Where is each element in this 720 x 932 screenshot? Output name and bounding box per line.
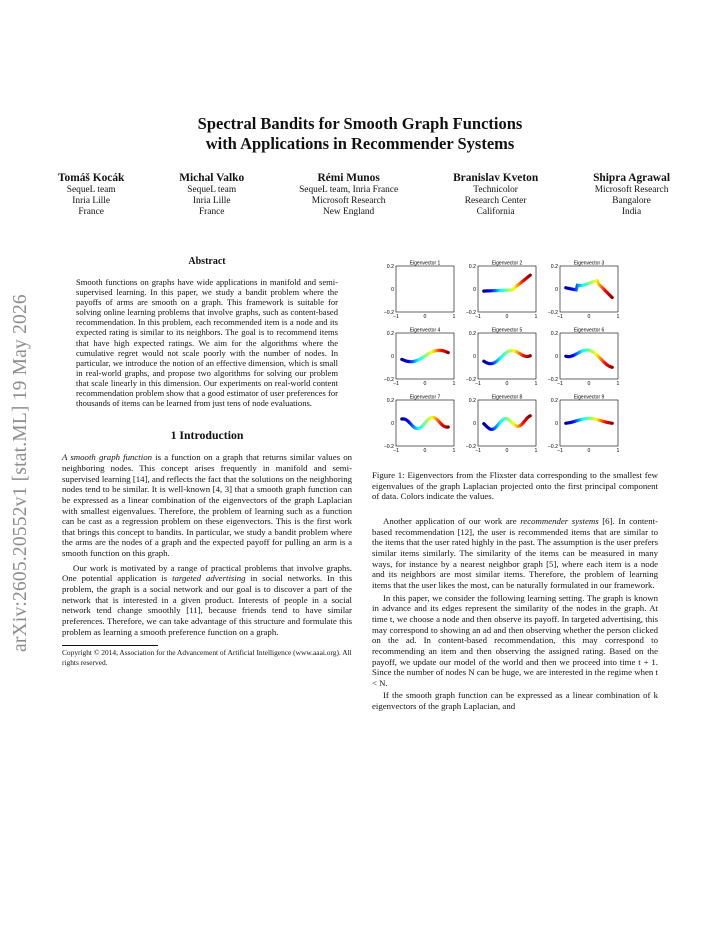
y-tick-label: 0 bbox=[473, 287, 476, 293]
y-tick-label: 0 bbox=[473, 421, 476, 427]
author-affiliation: SequeL team bbox=[187, 185, 237, 195]
plot-title: Eigenvector 4 bbox=[409, 327, 441, 334]
eigenvector-curve bbox=[484, 275, 530, 291]
y-tick-label: 0.2 bbox=[386, 264, 394, 270]
x-tick-label: −1 bbox=[475, 381, 481, 387]
y-tick-label: 0.2 bbox=[468, 398, 476, 404]
x-tick-label: −1 bbox=[557, 314, 563, 320]
right-body bbox=[372, 516, 658, 712]
author-affiliation: India bbox=[621, 207, 642, 217]
author-affiliation: Inria Lille bbox=[72, 196, 111, 206]
x-tick-label: −1 bbox=[393, 381, 399, 387]
eigenvector-curve bbox=[484, 351, 530, 364]
right-column bbox=[372, 256, 658, 712]
plot-title: Eigenvector 7 bbox=[409, 394, 441, 401]
x-tick-label: 1 bbox=[452, 448, 456, 454]
paragraph: If the smooth graph function can be expressed as a linear combination of k eigenvectors of the graph Laplacian, and bbox=[372, 690, 658, 712]
figure-caption: Figure 1: Eigenvectors from the Flixster data corresponding to the smallest few eigenvalues of the graph Laplacian projected onto the first principal component of data. Colors indicate the values. bbox=[372, 470, 658, 502]
y-tick-label: −0.2 bbox=[547, 310, 558, 316]
eigenvector-curve bbox=[566, 418, 612, 423]
x-tick-label: 0 bbox=[505, 314, 509, 320]
paragraph: In this paper, we consider the following learning setting. The graph is known in advance and its edges represent the similarity of the nodes in the graph. At time t, we choose a node and then observe its payoff. In targeted advertising, this may correspond to showing an ad and then observing whether the person clicked on the ad. In content-based recommendation, this may correspond to recommending an item and then observing the assigned rating. Based on the payoff, we update our model of the world and then we proceed into time t + 1. Since the number of nodes N can be huge, we are interested in the regime when t < N. bbox=[372, 592, 658, 688]
y-tick-label: 0 bbox=[391, 287, 394, 293]
y-tick-label: −0.2 bbox=[383, 377, 394, 383]
figure-eigenvectors bbox=[372, 256, 658, 466]
author-name: Shipra Agrawal bbox=[593, 172, 670, 184]
abstract-text: Smooth functions on graphs have wide applications in manifold and semi-supervised learning. In this paper, we study a bandit problem where the payoffs of arms are smooth on a graph. This framework is suitable for solving online learning problems that involve graphs, such as content-based recommendation. In this problem, each recommended item is a node and its expected rating is similar to its neighbors. The goal is to recommend items that have high expected ratings. We aim for the algorithms where the cumulative regret would not scale poorly with the number of nodes. In particular, we introduce the notion of an effective dimension, which is small in real-world graphs, and propose two algorithms for solving our problem that scale linearly in this dimension. Our experiments on real-world content recommendation problem show that a good estimator of user preferences for thousands of items can be learned from just tens of node evaluations. bbox=[76, 277, 338, 409]
introduction-body bbox=[62, 452, 352, 637]
x-tick-label: −1 bbox=[475, 448, 481, 454]
emphasis: recommender systems bbox=[520, 515, 599, 526]
x-tick-label: 0 bbox=[505, 448, 509, 454]
x-tick-label: 0 bbox=[423, 448, 427, 454]
x-tick-label: 1 bbox=[534, 448, 538, 454]
author-list bbox=[58, 171, 670, 218]
y-tick-label: 0 bbox=[555, 421, 558, 427]
x-tick-label: 0 bbox=[587, 314, 591, 320]
x-tick-label: −1 bbox=[393, 448, 399, 454]
text: in social networks. In this problem, the graph is a social network and our goal is to discover a part of the network that is interested in a given product. Interests of people in a social network tend change smoothly [11], because friends tend to have similar preferences. Therefore, we can take advantage of this structure and formulate this problem as learning a smooth preference function on a graph. bbox=[62, 573, 352, 637]
y-tick-label: −0.2 bbox=[547, 377, 558, 383]
y-tick-label: 0.2 bbox=[386, 398, 394, 404]
author-affiliation: Research Center bbox=[464, 196, 527, 206]
y-tick-label: −0.2 bbox=[465, 310, 476, 316]
plot-title: Eigenvector 2 bbox=[491, 260, 523, 267]
y-tick-label: 0 bbox=[391, 421, 394, 427]
author-block bbox=[58, 171, 124, 218]
x-tick-label: 1 bbox=[452, 381, 456, 387]
author-affiliation: Technicolor bbox=[473, 185, 518, 195]
author-affiliation: SequeL team, Inria France bbox=[299, 185, 399, 195]
plot-title: Eigenvector 5 bbox=[491, 327, 523, 334]
left-column bbox=[62, 256, 352, 668]
footnote-rule bbox=[62, 645, 158, 646]
author-affiliation: California bbox=[476, 207, 515, 217]
author-affiliation: SequeL team bbox=[66, 185, 116, 195]
title-line-1: Spectral Bandits for Smooth Graph Functions bbox=[197, 114, 523, 133]
eigenvector-curve bbox=[402, 350, 448, 361]
text: is a function on a graph that returns similar values on neighboring nodes. This concept arises frequently in manifold and semi-supervised learning [14], and reflects the fact that the solutions on the neighboring nodes tend to be similar. It is well-known [4, 3] that a smooth graph function can be expressed as a linear combination of the eigenvectors of the graph Laplacian with smallest eigenvalues. Therefore, the problem of learning such as a function can be cast as a regression problem on these eigenvectors. This is the first work that brings this concept to bandits. In particular, we study a bandit problem where the arms are the nodes of a graph and the expected payoff for pulling an arm is a smooth function on this graph. bbox=[62, 452, 352, 559]
y-tick-label: −0.2 bbox=[465, 377, 476, 383]
y-tick-label: 0 bbox=[555, 354, 558, 360]
y-tick-label: −0.2 bbox=[383, 310, 394, 316]
x-tick-label: −1 bbox=[557, 381, 563, 387]
author-name: Branislav Kveton bbox=[453, 172, 539, 184]
eigenvector-curve bbox=[566, 350, 612, 367]
plot-title: Eigenvector 1 bbox=[409, 260, 441, 267]
section-heading-introduction: 1 Introduction bbox=[170, 428, 244, 443]
abstract-heading: Abstract bbox=[188, 256, 226, 267]
plot-frame bbox=[478, 400, 536, 446]
x-tick-label: 1 bbox=[534, 381, 538, 387]
text: Another application of our work are bbox=[383, 515, 521, 526]
eigenvector-curve bbox=[402, 418, 448, 429]
x-tick-label: 0 bbox=[587, 448, 591, 454]
x-tick-label: −1 bbox=[475, 314, 481, 320]
author-block bbox=[593, 171, 670, 218]
eigenvector-curve bbox=[484, 416, 530, 430]
plot-title: Eigenvector 9 bbox=[573, 394, 605, 401]
title-line-2: with Applications in Recommender Systems bbox=[205, 134, 515, 153]
author-block bbox=[453, 171, 538, 218]
author-affiliation: France bbox=[198, 207, 225, 217]
paragraph bbox=[62, 452, 352, 559]
x-tick-label: 1 bbox=[616, 381, 620, 387]
y-tick-label: −0.2 bbox=[465, 444, 476, 450]
paragraph bbox=[62, 563, 352, 638]
y-tick-label: 0.2 bbox=[468, 264, 476, 270]
x-tick-label: 1 bbox=[452, 314, 456, 320]
y-tick-label: 0 bbox=[555, 287, 558, 293]
y-tick-label: 0 bbox=[391, 354, 394, 360]
x-tick-label: 1 bbox=[616, 448, 620, 454]
text: [6]. In content-based recommendation [12], the user is recommended items that are similar to the items that the user rated highly in the past. The assumption is the user prefers similar items similarly. The similarity of the items can be measured in many ways, for instance by a nearest neighbor graph [5], where each item is a node and its neighbors are most similar items. Therefore, the problem of learning items that the user likes the most, can be naturally formulated in our framework. bbox=[372, 515, 658, 590]
author-affiliation: Microsoft Research bbox=[311, 196, 386, 206]
author-affiliation: Bangalore bbox=[612, 196, 651, 206]
author-affiliation: Inria Lille bbox=[192, 196, 231, 206]
author-name: Michal Valko bbox=[179, 172, 245, 184]
plot-title: Eigenvector 3 bbox=[573, 260, 605, 267]
y-tick-label: 0 bbox=[473, 354, 476, 360]
y-tick-label: 0.2 bbox=[468, 331, 476, 337]
author-name: Tomáš Kocák bbox=[58, 172, 125, 184]
x-tick-label: 1 bbox=[534, 314, 538, 320]
author-affiliation: France bbox=[78, 207, 104, 217]
author-block bbox=[299, 171, 398, 218]
y-tick-label: 0.2 bbox=[550, 331, 558, 337]
arxiv-identifier: arXiv:2605.20552v1 [stat.ML] 19 May 2026 bbox=[10, 294, 31, 652]
plot-title: Eigenvector 6 bbox=[573, 327, 605, 334]
author-affiliation: New England bbox=[322, 207, 375, 217]
author-name: Rémi Munos bbox=[317, 172, 380, 184]
y-tick-label: 0.2 bbox=[550, 398, 558, 404]
x-tick-label: 1 bbox=[616, 314, 620, 320]
paper-title bbox=[0, 114, 720, 154]
paragraph bbox=[372, 516, 658, 591]
emphasis: A smooth graph function bbox=[62, 452, 152, 463]
x-tick-label: −1 bbox=[393, 314, 399, 320]
x-tick-label: −1 bbox=[557, 448, 563, 454]
text: Our work is motivated by a range of practical problems that involve graphs. One potential application is bbox=[62, 562, 352, 584]
x-tick-label: 0 bbox=[587, 381, 591, 387]
eigenvector-curve bbox=[566, 281, 612, 298]
x-tick-label: 0 bbox=[505, 381, 509, 387]
y-tick-label: −0.2 bbox=[383, 444, 394, 450]
y-tick-label: 0.2 bbox=[550, 264, 558, 270]
y-tick-label: −0.2 bbox=[547, 444, 558, 450]
emphasis: targeted advertising bbox=[172, 573, 246, 584]
author-block bbox=[179, 171, 244, 218]
x-tick-label: 0 bbox=[423, 381, 427, 387]
author-affiliation: Microsoft Research bbox=[594, 185, 669, 195]
eigenvector-grid-chart bbox=[372, 256, 658, 466]
plot-title: Eigenvector 8 bbox=[491, 394, 523, 401]
x-tick-label: 0 bbox=[423, 314, 427, 320]
y-tick-label: 0.2 bbox=[386, 331, 394, 337]
copyright-footnote: Copyright © 2014, Association for the Advancement of Artificial Intelligence (www.aaai.org). All rights reserved. bbox=[62, 648, 352, 667]
